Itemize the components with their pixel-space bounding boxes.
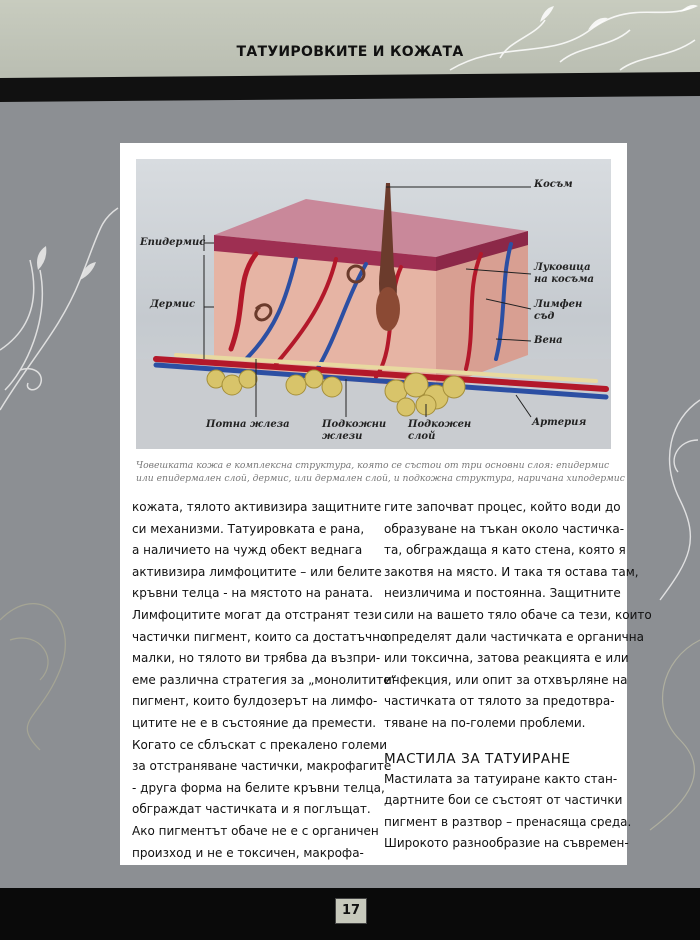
label-subcutaneous-glands: Подкожни жлези <box>322 419 387 442</box>
page-header-title: ТАТУИРОВКИТЕ И КОЖАТА <box>236 44 464 60</box>
floral-ornament-top <box>440 0 700 80</box>
paragraph-line: частичката от тялото за предотвра- <box>384 694 615 709</box>
paragraph-line: обграждат частичката и я поглъщат. <box>132 802 371 817</box>
paragraph-line: Широкото разнообразие на съвремен- <box>384 836 629 851</box>
label-lymph-vessel: Лимфен съд <box>534 299 583 322</box>
paragraph-line: сили на вашето тяло обаче са тези, които <box>384 607 652 622</box>
paragraph-line: пигмент в разтвор – пренасяща среда. <box>384 814 632 829</box>
label-epidermis: Епидермис <box>140 237 206 248</box>
paragraph-line: та, обграждаща я като стена, която я <box>384 543 626 558</box>
paragraph-line: активизира лимфоцитите – или белите <box>132 564 382 579</box>
skin-diagram-figure <box>136 159 611 449</box>
section-heading: МАСТИЛА ЗА ТАТУИРАНЕ <box>384 750 571 767</box>
paragraph-line: закотвя на място. И така тя остава там, <box>384 564 639 579</box>
content-card <box>120 143 652 865</box>
paragraph-line: малки, но тялото ви трябва да възпри- <box>132 651 381 666</box>
paragraph-line: инфекция, или опит за отхвърляне на <box>384 672 628 687</box>
floral-ornament-left <box>0 200 120 760</box>
paragraph-line: произход и не е токсичен, макрофа- <box>132 845 364 860</box>
paragraph-line: дартните бои се състоят от частички <box>384 793 623 808</box>
paragraph-line: кожата, тялото активизира защитните <box>132 500 382 514</box>
paragraph-line: цитите не е в състояние да премести. <box>132 715 377 730</box>
paragraph-line: - друга форма на белите кръвни телца, <box>132 780 385 795</box>
paragraph-line: определят дали частичката е органична <box>384 629 644 644</box>
text-column-left <box>132 497 397 864</box>
figure-caption: Човешката кожа е комплексна структура, която се състои от три основни слоя: епидермис или епидермален слой, дермис, или дермален слой, и подкожна структура, наричана хиподермис <box>136 460 625 484</box>
paragraph-line: образуване на тъкан около частичка- <box>384 521 625 536</box>
page-number: 17 <box>335 898 367 924</box>
paragraph-line: Когато се сблъскат с прекалено големи <box>132 737 388 752</box>
paragraph-line: а наличието на чужд обект веднага <box>132 543 363 558</box>
paragraph-line: или токсична, затова реакцията е или <box>384 651 629 666</box>
paragraph-line: си механизми. Татуировката е рана, <box>132 521 365 536</box>
label-artery: Артерия <box>532 417 587 428</box>
paragraph-line: за отстраняване частички, макрофагите <box>132 759 392 774</box>
paragraph-line: Мастилата за татуиране както стан- <box>384 771 618 786</box>
text-column-right <box>384 497 652 855</box>
label-vein: Вена <box>534 335 563 346</box>
paragraph-line: Ако пигментът обаче не е с органичен <box>132 823 379 838</box>
paragraph-line: еме различна стратегия за „монолитите“ <box>132 672 397 687</box>
label-dermis: Дермис <box>150 299 196 310</box>
paragraph-line: частички пигмент, които са достатъчно <box>132 629 388 644</box>
label-sweat-gland: Потна жлеза <box>206 419 290 430</box>
paragraph-line: кръвни телца - на мястото на раната. <box>132 586 374 601</box>
label-hair-bulb: Луковица на косъма <box>534 262 595 285</box>
paragraph-line: пигмент, които булдозерът на лимфо- <box>132 694 378 709</box>
paragraph-line: гите започват процес, който води до <box>384 500 621 514</box>
label-subcutaneous-layer: Подкожен слой <box>408 419 472 442</box>
paragraph-line: тяване на по-големи проблеми. <box>384 715 586 730</box>
paragraph-line: неизличима и постоянна. Защитните <box>384 586 621 601</box>
paragraph-line: Лимфоцитите могат да отстранят тези <box>132 607 383 622</box>
label-hair: Косъм <box>534 179 573 190</box>
